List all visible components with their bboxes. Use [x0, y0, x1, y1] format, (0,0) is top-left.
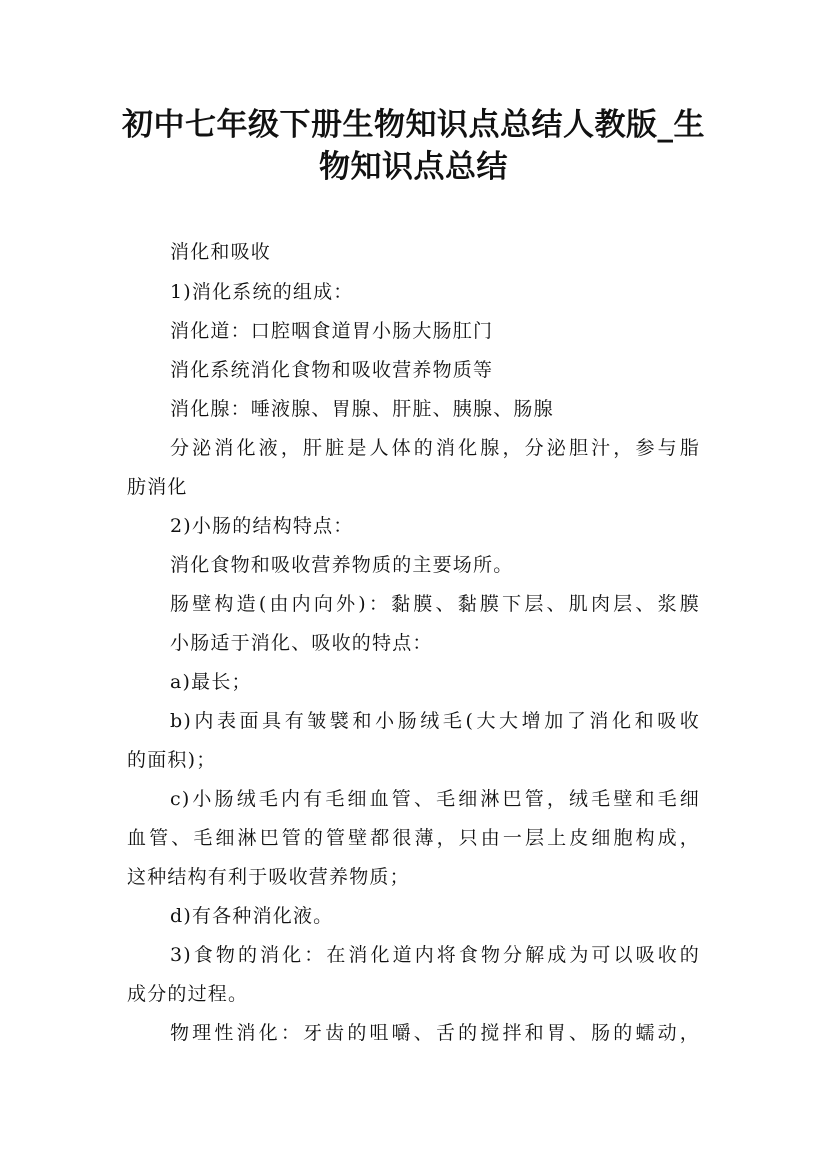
paragraph-line: a)最长；	[170, 671, 252, 693]
paragraph-line: 消化和吸收	[170, 241, 272, 263]
paragraph-line: b)内表面具有皱襞和小肠绒毛(大大增加了消化和吸收	[170, 710, 700, 732]
paragraph-line: 1)消化系统的组成：	[170, 281, 354, 303]
paragraph-line: 肠壁构造(由内向外)：黏膜、黏膜下层、肌肉层、浆膜	[170, 593, 700, 615]
paragraph-line: 消化道：口腔咽食道胃小肠大肠肛门	[170, 320, 494, 342]
paragraph-line: 小肠适于消化、吸收的特点：	[170, 632, 433, 654]
paragraph-line: c)小肠绒毛内有毛细血管、毛细淋巴管，绒毛壁和毛细	[170, 788, 700, 810]
paragraph-line: 分泌消化液，肝脏是人体的消化腺，分泌胆汁，参与脂	[170, 437, 700, 459]
paragraph-line: 消化食物和吸收营养物质的主要场所。	[170, 554, 514, 576]
document-title-line-1: 初中七年级下册生物知识点总结人教版_生	[122, 107, 705, 143]
paragraph-line: 血管、毛细淋巴管的管壁都很薄，只由一层上皮细胞构成，	[127, 827, 700, 849]
paragraph-line: 2)小肠的结构特点：	[170, 515, 354, 537]
paragraph-line: 消化系统消化食物和吸收营养物质等	[170, 359, 494, 381]
paragraph-line: 的面积)；	[127, 749, 217, 771]
paragraph-line: 这种结构有利于吸收营养物质；	[127, 866, 410, 888]
paragraph-line: 消化腺：唾液腺、胃腺、肝脏、胰腺、肠腺	[170, 398, 554, 420]
document-title-line-2: 物知识点总结	[319, 149, 508, 185]
paragraph-line: d)有各种消化液。	[170, 905, 334, 927]
paragraph-line: 成分的过程。	[127, 983, 249, 1005]
paragraph-line: 肪消化	[127, 476, 188, 498]
paragraph-line: 物理性消化：牙齿的咀嚼、舌的搅拌和胃、肠的蠕动，	[170, 1022, 700, 1044]
paragraph-line: 3)食物的消化：在消化道内将食物分解成为可以吸收的	[170, 944, 700, 966]
